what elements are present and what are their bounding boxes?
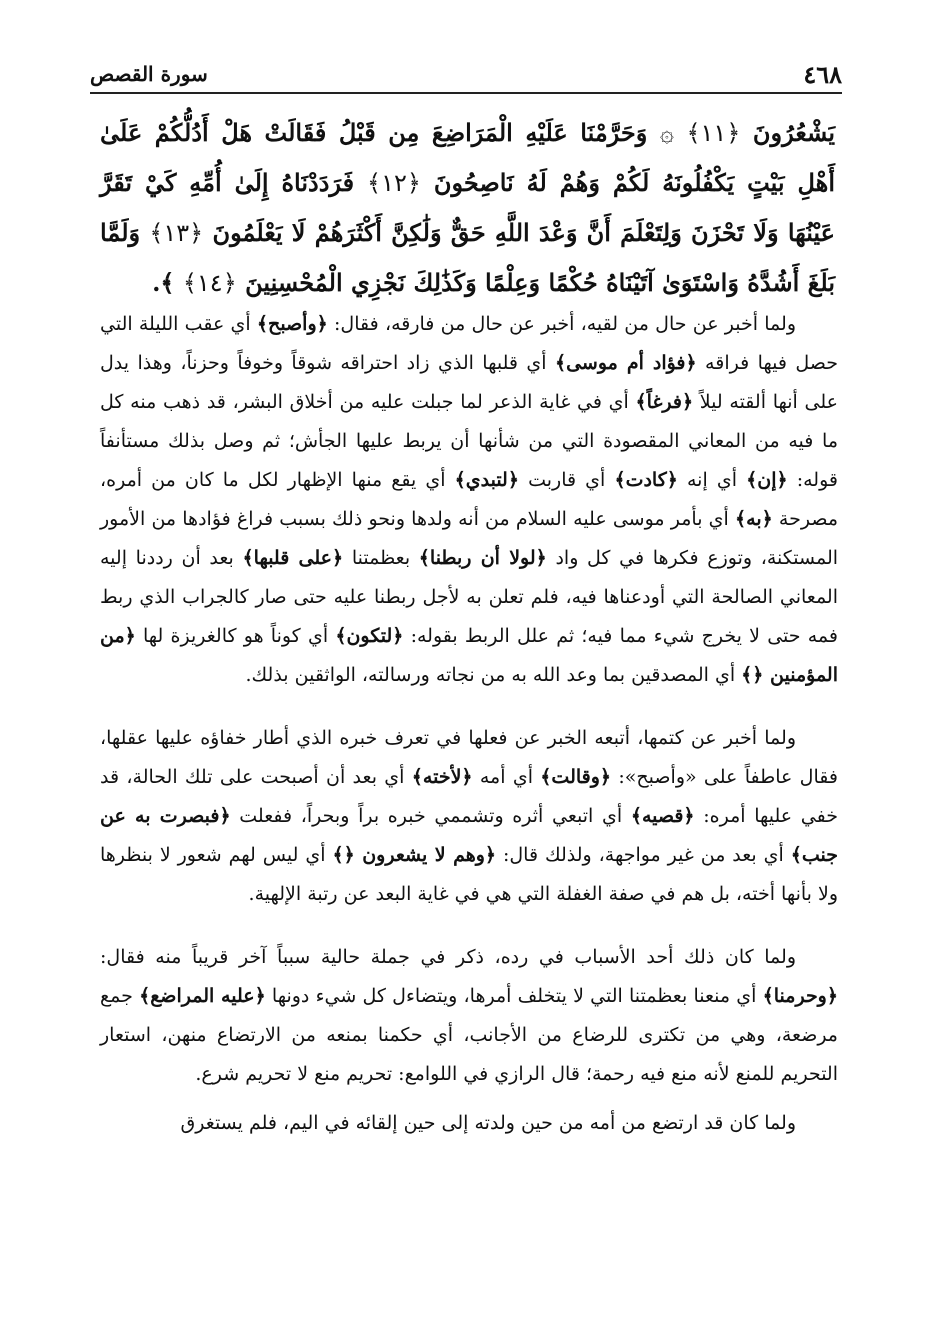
commentary-paragraph	[100, 719, 838, 914]
quoted-verse-fragment: ﴿إن﴾	[746, 469, 788, 491]
commentary-text: ولما أخبر عن حال من لقيه، أخبر عن حال من فارقه، فقال:	[327, 313, 797, 335]
commentary-text: أي إنه	[677, 469, 747, 491]
commentary-text: أي في غاية الذعر لما جبلت عليه من أخلاق البشر، قد ذهب منه كل ما فيه من المعاني المقصودة التي من شأنها أن يربط عليها الجأش؛ ثم وصل بذلك مستأنفاً قوله:	[100, 391, 838, 491]
quoted-verse-fragment: ﴿وقالت﴾	[540, 766, 612, 788]
quoted-verse-fragment: ﴿وحرمنا﴾	[762, 985, 838, 1007]
verse-number-marker: ﴿ ١٤ ﴾	[183, 269, 237, 297]
surah-title: سورة القصص	[90, 62, 208, 86]
commentary-text: ولما أخبر عن كتمها، أتبعه الخبر عن فعلها في تعرف خبره الذي أطار خفاؤه عليها عقلها، فقال عاطفاً على «وأصبح»:	[100, 727, 838, 788]
quoted-verse-fragment: ﴿فبصرت به عن جنب﴾	[100, 805, 838, 866]
commentary-paragraph	[100, 938, 838, 1094]
commentary-text: بعد أن رددنا إليه المعاني الصالحة التي أودعناها فيه، فلم تعلن به لأجل ربطنا عليه حتى صار كالجراب الذي ربط فمه حتى لا يخرج شيء مما فيه؛ ثم علل الربط بقوله:	[100, 547, 838, 647]
commentary-text: ولما كان ذلك أحد الأسباب في رده، ذكر في جملة حالية سبباً آخر قريباً منه فقال:	[100, 946, 796, 968]
quoted-verse-fragment: ﴿وأصبح﴾	[256, 313, 328, 335]
verses-closing-bracket: ﴾.	[152, 268, 175, 297]
commentary-text: أي ليس لهم شعور لا بنظرها ولا بأنها أخته، بل هم في صفة الغفلة التي هي في غاية البعد عن رتبة الإلهية.	[100, 844, 838, 905]
verse-number-marker: ﴿ ١٢ ﴾	[367, 169, 421, 197]
quoted-verse-fragment: ﴿وهم لا يشعرون ﴿﴾	[332, 844, 497, 866]
commentary-paragraph	[100, 1104, 838, 1143]
commentary-text: أي اتبعي أثره وتشممي خبره براً وبحراً، ففعلت	[230, 805, 631, 827]
quoted-verse-fragment: ﴿من المؤمنين ﴿﴾	[100, 625, 838, 686]
verse-14: وَلَمَّا بَلَغَ أَشُدَّهُ وَاسْتَوَىٰ آتَيْنَاهُ حُكْمًا وَعِلْمًا وَكَذَٰلِكَ نَجْزِي الْمُحْسِنِينَ	[100, 218, 835, 297]
quoted-verse-fragment: ﴿كادت﴾	[614, 469, 678, 491]
commentary-block	[100, 305, 838, 1143]
commentary-text: أي منعنا بعظمتنا التي لا يتخلف أمرها، ويتضاءل كل شيء دونها	[265, 985, 763, 1007]
commentary-text: أي المصدقين بما وعد الله به من نجاته ورسالته، الواثقين بذلك.	[245, 664, 742, 686]
commentary-text: أي كوناً هو كالغريزة لها	[135, 625, 336, 647]
commentary-text: ولما كان قد ارتضع من أمه من حين ولدته إلى حين إلقائه في اليم، فلم يستغرق	[180, 1112, 796, 1134]
verse-13: فَرَدَدْنَاهُ إِلَىٰ أُمِّهِ كَيْ تَقَرَّ عَيْنُهَا وَلَا تَحْزَنَ وَلِتَعْلَمَ أَنَّ وَعْدَ اللَّهِ حَقٌّ وَلَٰكِنَّ أَكْثَرَهُمْ لَا يَعْلَمُونَ	[100, 168, 835, 247]
page-header	[90, 58, 842, 94]
verse-number-marker: ﴿ ١٣ ﴾	[149, 219, 203, 247]
commentary-paragraph	[100, 305, 838, 695]
commentary-text: أي يقع منها الإظهار لكل ما كان من أمره، مصرحة	[100, 469, 838, 530]
quoted-verse-fragment: ﴿فؤاد أم موسى﴾	[554, 352, 697, 374]
commentary-text: أي قاربت	[518, 469, 615, 491]
quoted-verse-fragment: ﴿به﴾	[735, 508, 773, 530]
commentary-text: بعظمتنا	[343, 547, 419, 569]
quoted-verse-fragment: ﴿لأخته﴾	[411, 766, 473, 788]
rub-el-hizb-icon: ۞	[659, 119, 674, 147]
page-number: ٤٦٨	[803, 60, 842, 89]
quoted-verse-fragment: ﴿قصيه﴾	[630, 805, 695, 827]
quoted-verse-fragment: ﴿فرغاً﴾	[635, 391, 694, 413]
quoted-verse-fragment: ﴿عليه المراضع﴾	[139, 985, 266, 1007]
quoted-verse-fragment: ﴿لتبدي﴾	[454, 469, 519, 491]
verse-number-marker: ﴿ ١١ ﴾	[686, 119, 740, 147]
commentary-text: جمع مرضعة، وهي من تكترى للرضاع من الأجانب، أي حكمنا بمنعه من الارتضاع منهن، استعار التحريم للمنع لأنه منع فيه رحمة؛ قال الرازي في اللوامع: تحريم منع لا تحريم شرع.	[100, 985, 838, 1085]
commentary-text: أي أمه	[472, 766, 541, 788]
quoted-verse-fragment: ﴿لولا أن ربطنا﴾	[418, 547, 547, 569]
quran-verses-block	[100, 108, 835, 308]
quoted-verse-fragment: ﴿على قلبها﴾	[242, 547, 344, 569]
commentary-text: أي بعد أن أصبحت على تلك الحالة، قد خفي عليها أمره:	[100, 766, 839, 827]
quoted-verse-fragment: ﴿لتكون﴾	[335, 625, 404, 647]
commentary-text: أي بأمر موسى عليه السلام من أنه ولدها ونحو ذلك بسبب فراغ فؤادها من الأمور المستكنة، وتوزع فكرها في كل واد	[100, 508, 839, 569]
commentary-text: أي قلبها الذي زاد احتراقه شوقاً وخوفاً وحزناً، وهذا يدل على أنها ألقته ليلاً	[100, 352, 838, 413]
verse-11-ending: يَشْعُرُونَ	[752, 118, 836, 147]
commentary-text: أي عقب الليلة التي حصل فيها فراقه	[100, 313, 838, 374]
commentary-text: أي بعد من غير مواجهة، ولذلك قال:	[496, 844, 791, 866]
verse-12: وَحَرَّمْنَا عَلَيْهِ الْمَرَاضِعَ مِن قَبْلُ فَقَالَتْ هَلْ أَدُلُّكُمْ عَلَىٰ أَهْلِ بَيْتٍ يَكْفُلُونَهُ لَكُمْ وَهُمْ لَهُ نَاصِحُونَ	[100, 118, 836, 197]
